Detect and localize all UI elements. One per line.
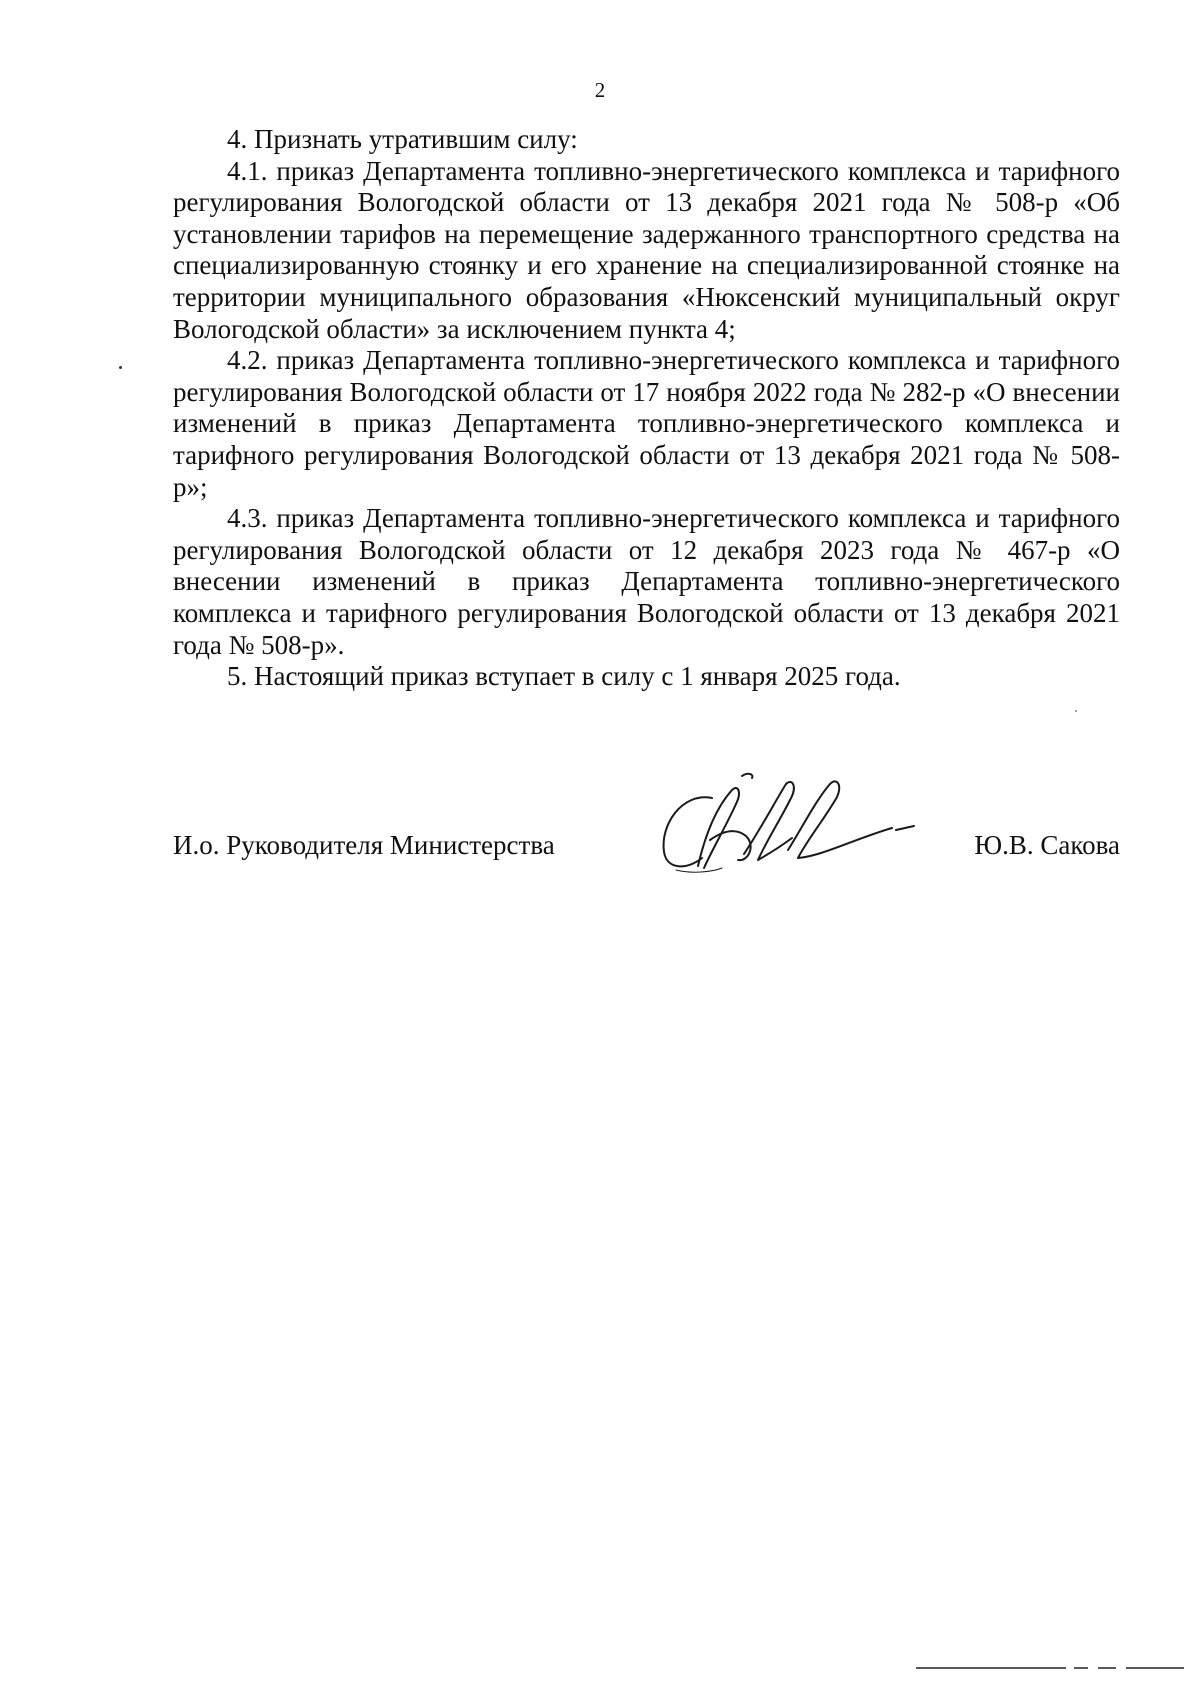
document-body bbox=[173, 124, 1120, 693]
paragraph-4-3: 4.3. приказ Департамента топливно-энергетического комплекса и тарифного регулирования Вологодской области от 12 декабря 2023 года № 467-р «О внесении изменений в приказ Департамента топливно-энергетического комплекса и тарифного регулирования Вологодской области от 13 декабря 2021 года № 508-р». bbox=[173, 503, 1120, 660]
scan-speck bbox=[1075, 710, 1077, 712]
signatory-position: И.о. Руководителя Министерства bbox=[173, 830, 555, 860]
page-number: 2 bbox=[594, 78, 606, 102]
signatory-name: Ю.В. Сакова bbox=[974, 830, 1120, 860]
scan-speck bbox=[119, 366, 122, 369]
paragraph-4-1: 4.1. приказ Департамента топливно-энергетического комплекса и тарифного регулирования Вологодской области от 13 декабря 2021 года № 508-р «Об установлении тарифов на перемещение задержанного транспортного средства на специализированную стоянку и его хранение на специализированной стоянке на территории муниципального образования «Нюксенский муниципальный округ Вологодской области» за исключением пункта 4; bbox=[173, 155, 1120, 344]
paragraph-4: 4. Признать утратившим силу: bbox=[227, 124, 578, 154]
handwritten-signature bbox=[652, 770, 932, 880]
footer-rule bbox=[916, 1665, 1186, 1671]
paragraph-4-2: 4.2. приказ Департамента топливно-энергетического комплекса и тарифного регулирования Вологодской области от 17 ноября 2022 года № 282-р «О внесении изменений в приказ Департамента топливно-энергетического комплекса и тарифного регулирования Вологодской области от 13 декабря 2021 года № 508-р»; bbox=[173, 345, 1120, 502]
paragraph-5: 5. Настоящий приказ вступает в силу с 1 января 2025 года. bbox=[227, 661, 901, 692]
